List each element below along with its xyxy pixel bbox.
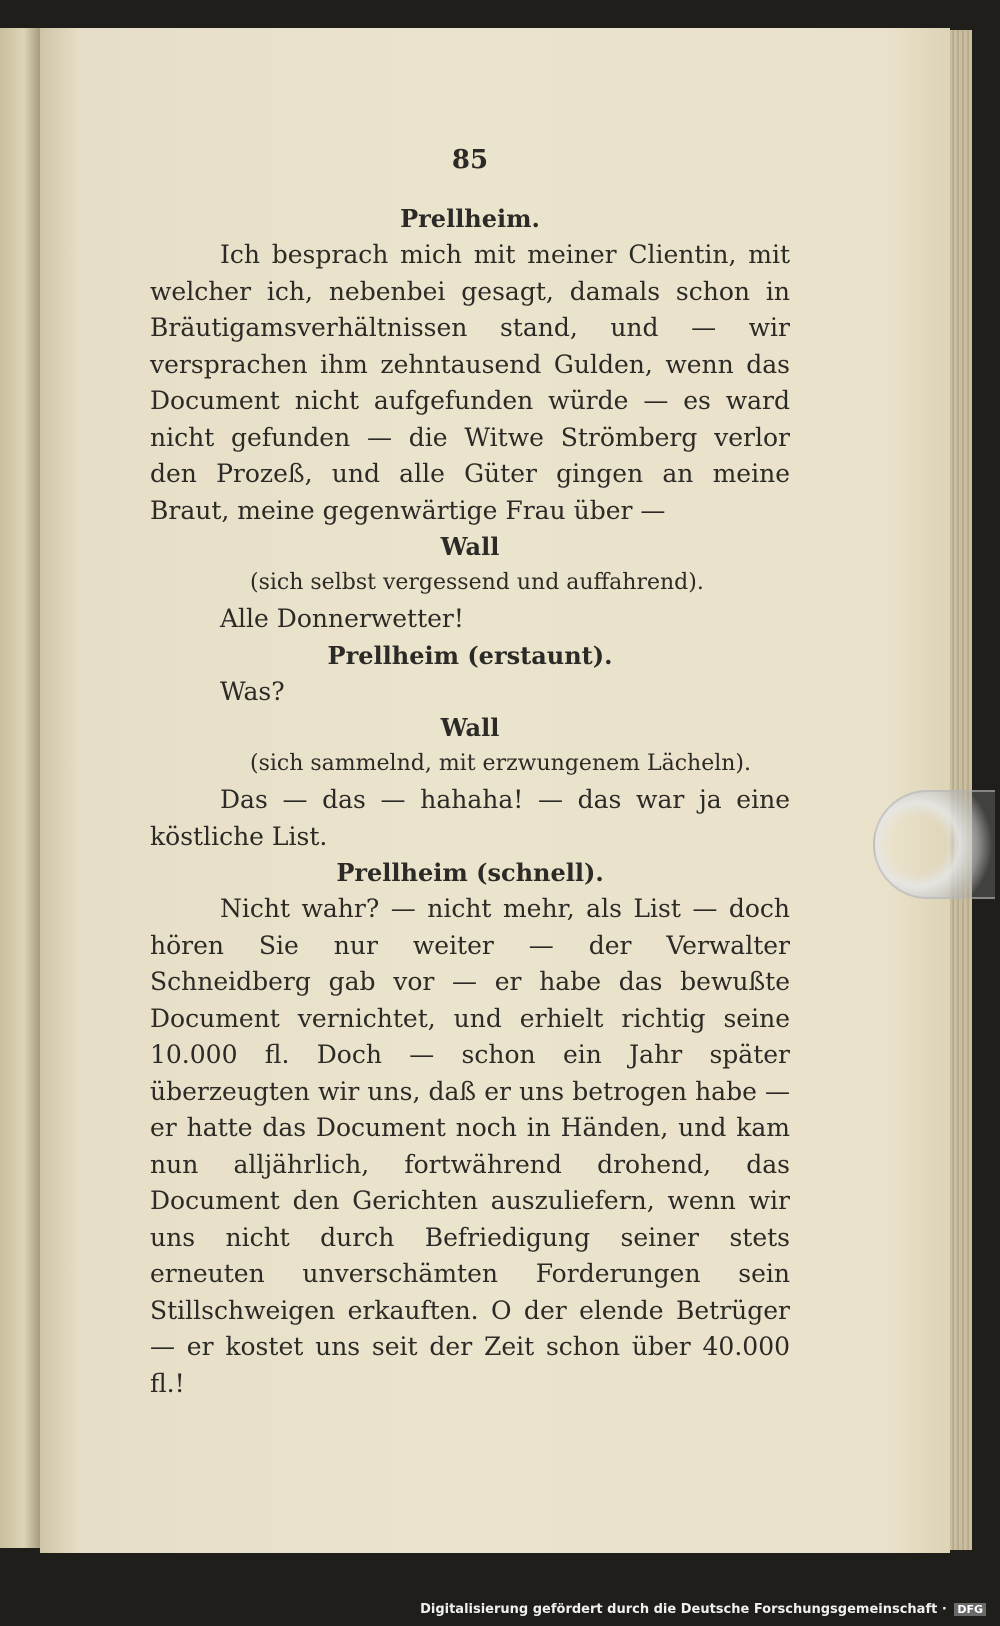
left-page-edge — [0, 28, 40, 1548]
stage-direction: (sich selbst vergessend und auffahrend). — [250, 570, 704, 595]
page-clip — [873, 790, 995, 899]
page-number: 85 — [451, 145, 489, 175]
dialogue-paragraph: Nicht wahr? — nicht mehr, als List — doch hören Sie nur weiter — der Verwalter Schneidberg gab vor — er habe das bewußte Document vernichtet, und erhielt richtig seine 10.000 fl. Doch — schon ein Jahr später überzeugten wir uns, daß er uns betrogen habe — er hatte das Document noch in Händen, und kam nun alljährlich, fortwährend drohend, das Document den Gerichten auszuliefern, wenn wir uns nicht durch Befriedigung seiner stets erneuten unverschämten Forderungen sein Stillschweigen erkauften. O der elende Betrüger — er kostet uns seit der Zeit schon über 40.000 fl.! — [150, 894, 790, 1398]
speaker-name: Wall — [440, 532, 500, 561]
speaker-name: Prellheim (schnell). — [336, 858, 604, 887]
dialogue-paragraph: Alle Donnerwetter! — [220, 604, 464, 633]
credit-text: Digitalisierung gefördert durch die Deutsche Forschungsgemeinschaft · — [420, 1602, 947, 1617]
dialogue-blocks — [150, 201, 790, 1402]
dialogue-paragraph: Was? — [220, 676, 285, 706]
speaker-name: Prellheim (erstaunt). — [327, 640, 613, 670]
speaker-name: Prellheim. — [400, 204, 540, 233]
dialogue-paragraph: Ich besprach mich mit meiner Clientin, mit welcher ich, nebenbei gesagt, damals schon in Bräutigamsverhältnissen stand, und — wir versprachen ihm zehntausend Gulden, wenn das Document nicht aufgefunden würde — es ward nicht gefunden — die Witwe Strömberg verlor den Prozeß, und alle Güter gingen an meine Braut, meine gegenwärtige Frau über — — [150, 240, 790, 525]
stage-direction: (sich sammelnd, mit erzwungenem Lächeln). — [250, 751, 752, 776]
dialogue-paragraph: Das — das — hahaha! — das war ja eine köstliche List. — [150, 785, 790, 851]
dfg-logo-icon: DFG — [954, 1603, 986, 1616]
speaker-name: Wall — [440, 713, 500, 742]
page-text-block — [150, 140, 790, 1402]
digitization-credit — [416, 1601, 990, 1618]
